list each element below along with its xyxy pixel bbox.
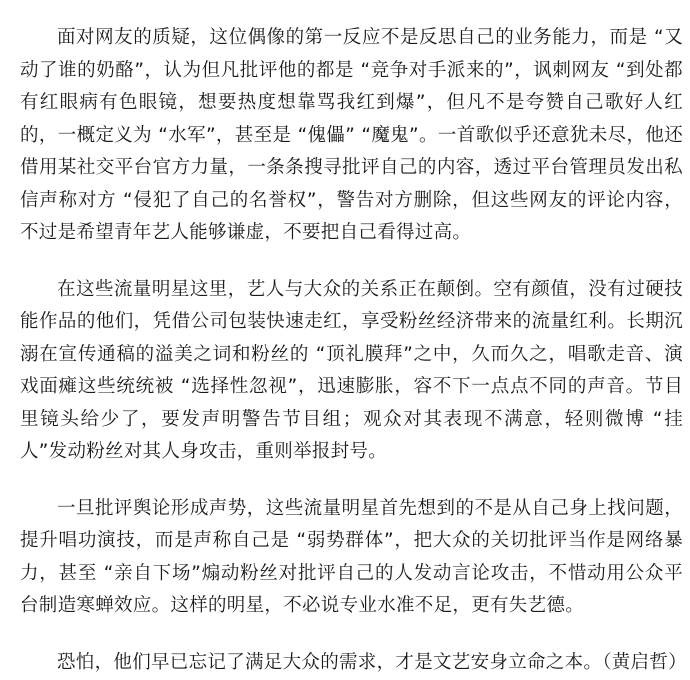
- paragraph-3: 一旦批评舆论形成声势，这些流量明星首先想到的不是从自己身上找问题，提升唱功演技，而是声称自己是 “弱势群体”，把大众的关切批评当作是网络暴力，甚至 “亲自下场”煽动粉丝对批评自己的人发动言论攻击，不惜动用公众平台制造寒蝉效应。这样的明星，不必说专业水准不足，更有失艺德。: [20, 497, 683, 616]
- paragraph-1: 面对网友的质疑，这位偶像的第一反应不是反思自己的业务能力，而是 “又动了谁的奶酪”，认为但凡批评他的都是 “竞争对手派来的”，讽刺网友 “到处都有红眼病有色眼镜，想要热度想靠骂我红到爆”，但凡不是夸赞自己歌好人红的，一概定义为 “水军”，甚至是 “傀儡” “魔鬼”。一首歌似乎还意犹未尽，他还借用某社交平台官方力量，一条条搜寻批评自己的内容，透过平台管理员发出私信声称对方 “侵犯了自己的名誉权”，警告对方删除，但这些网友的评论内容，不过是希望青年艺人能够谦虚，不要把自己看得过高。: [20, 27, 683, 243]
- paragraph-4: 恐怕，他们早已忘记了满足大众的需求，才是文艺安身立命之本。（黄启哲）: [57, 651, 687, 673]
- paragraph-2: 在这些流量明星这里，艺人与大众的关系正在颠倒。空有颜值，没有过硬技能作品的他们，凭借公司包装快速走红，享受粉丝经济带来的流量红利。长期沉溺在宣传通稿的溢美之词和粉丝的 “顶礼膜拜”之中，久而久之，唱歌走音、演戏面瘫这些统统被 “选择性忽视”，迅速膨胀，容不下一点点不同的声音。节目里镜头给少了，要发声明警告节目组；观众对其表现不满意，轻则微博 “挂人”发动粉丝对其人身攻击，重则举报封号。: [20, 278, 683, 462]
